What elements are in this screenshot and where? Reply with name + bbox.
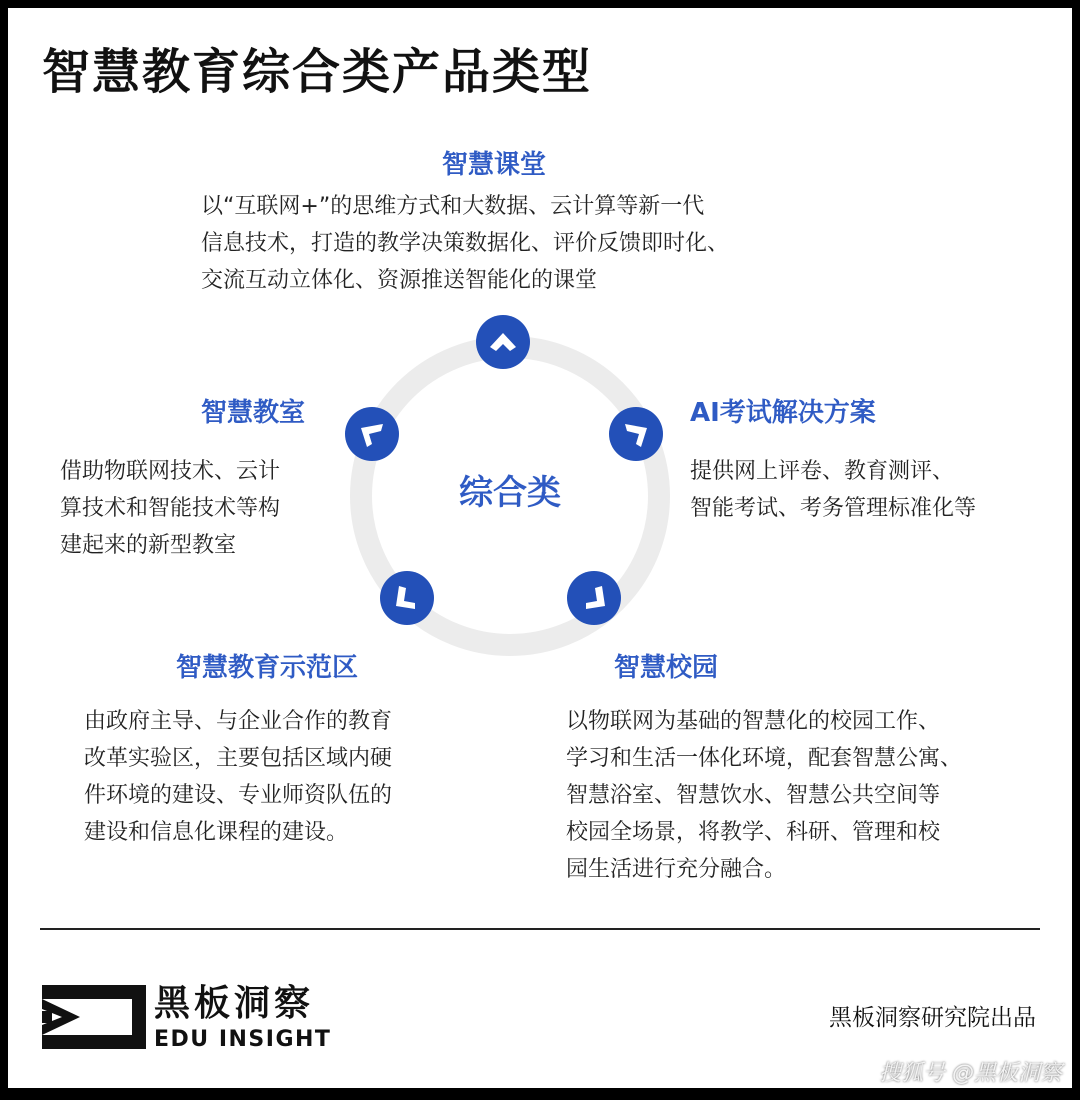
center-label: 综合类 [459, 473, 561, 513]
category-title-smart-campus: 智慧校园 [614, 653, 719, 683]
arrow-node-right-icon [609, 407, 663, 461]
category-title-demo-zone: 智慧教育示范区 [176, 653, 359, 683]
category-desc-smart-classroom: 以“互联网+”的思维方式和大数据、云计算等新一代 信息技术，打造的教学决策数据化、评价反馈即时化、 交流互动立体化、资源推送智能化的课堂 [201, 194, 730, 293]
page-title: 智慧教育综合类产品类型 [42, 44, 593, 100]
category-title-smart-classroom: 智慧课堂 [442, 150, 547, 180]
category-desc-ai-exam: 提供网上评卷、教育测评、 智能考试、考务管理标准化等 [690, 459, 977, 521]
logo-text-en: EDU INSIGHT [154, 1027, 332, 1052]
arrow-node-top-icon [476, 315, 530, 369]
arrow-node-lower-right-icon [567, 571, 621, 625]
arrow-node-lower-left-icon [380, 571, 434, 625]
credit-text: 黑板洞察研究院出品 [829, 1005, 1036, 1031]
category-desc-smart-room: 借助物联网技术、云计 算技术和智能技术等构 建起来的新型教室 [60, 459, 281, 558]
category-title-smart-room: 智慧教室 [201, 398, 306, 428]
category-title-ai-exam: AI考试解决方案 [690, 398, 876, 428]
infographic-card [8, 8, 1072, 1088]
logo-text-cn: 黑板洞察 [154, 983, 315, 1024]
edu-insight-logo-icon [42, 985, 146, 1049]
arrow-node-left-icon [345, 407, 399, 461]
footer-divider [40, 928, 1040, 930]
category-desc-smart-campus: 以物联网为基础的智慧化的校园工作、 学习和生活一体化环境，配套智慧公寓、 智慧浴室、智慧饮水、智慧公共空间等 校园全场景，将教学、科研、管理和校 园生活进行充分融合。 [566, 709, 963, 882]
category-desc-demo-zone: 由政府主导、与企业合作的教育 改革实验区，主要包括区域内硬 件环境的建设、专业师资队伍的 建设和信息化课程的建设。 [84, 709, 393, 845]
watermark: 搜狐号 @黑板洞察 [879, 1061, 1062, 1086]
